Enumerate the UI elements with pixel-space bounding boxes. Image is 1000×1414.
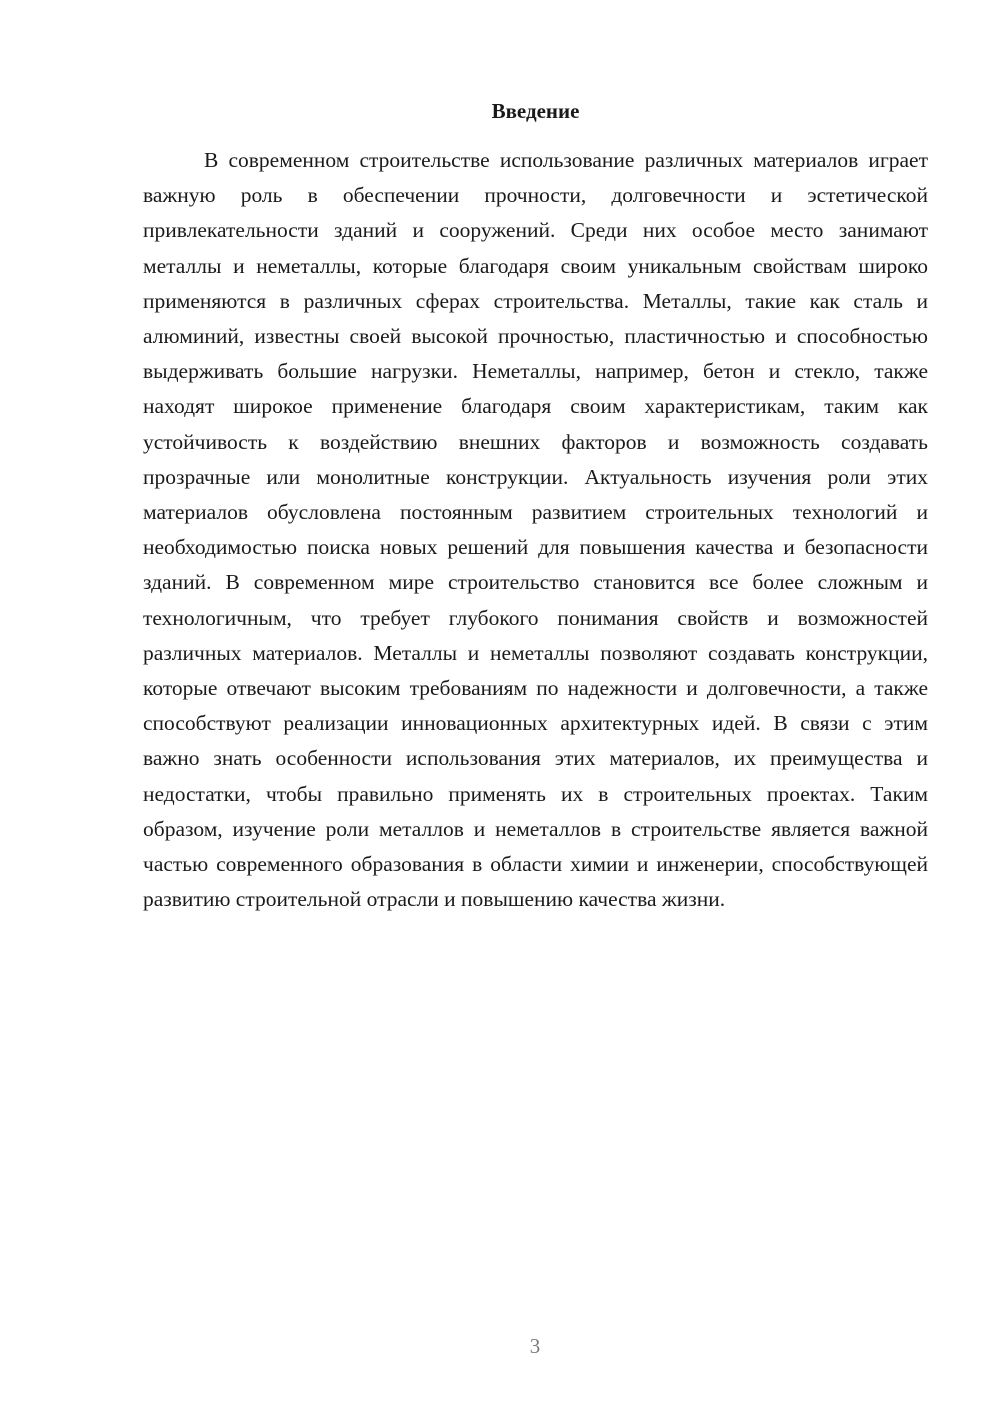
page-number: 3 [529,1334,541,1358]
body-paragraph: В современном строительстве использование различных материалов играет важную роль в обеспечении прочности, долговечности и эстетической привлекательности зданий и сооружений. Среди них особое место занимают металлы и неметаллы, которые благодаря своим уникальным свойствам широко применяются в различных сферах строительства. Металлы, такие как сталь и алюминий, известны своей высокой прочностью, пластичностью и способностью выдерживать большие нагрузки. Неметаллы, например, бетон и стекло, также находят широкое применение благодаря своим характеристикам, таким как устойчивость к воздействию внешних факторов и возможность создавать прозрачные или монолитные конструкции. Актуальность изучения роли этих материалов обусловлена постоянным развитием строительных технологий и необходимостью поиска новых решений для повышения качества и безопасности зданий. В современном мире строительство становится все более сложным и технологичным, что требует глубокого понимания свойств и возможностей различных материалов. Металлы и неметаллы позволяют создавать конструкции, которые отвечают высоким требованиям по надежности и долговечности, а также способствуют реализации инновационных архитектурных идей. В связи с этим важно знать особенности использования этих материалов, их преимущества и недостатки, чтобы правильно применять их в строительных проектах. Таким образом, изучение роли металлов и неметаллов в строительстве является важной частью современного образования в области химии и инженерии, способствующей развитию строительной отрасли и повышению качества жизни. [143,148,928,912]
section-heading: Введение [491,99,580,123]
